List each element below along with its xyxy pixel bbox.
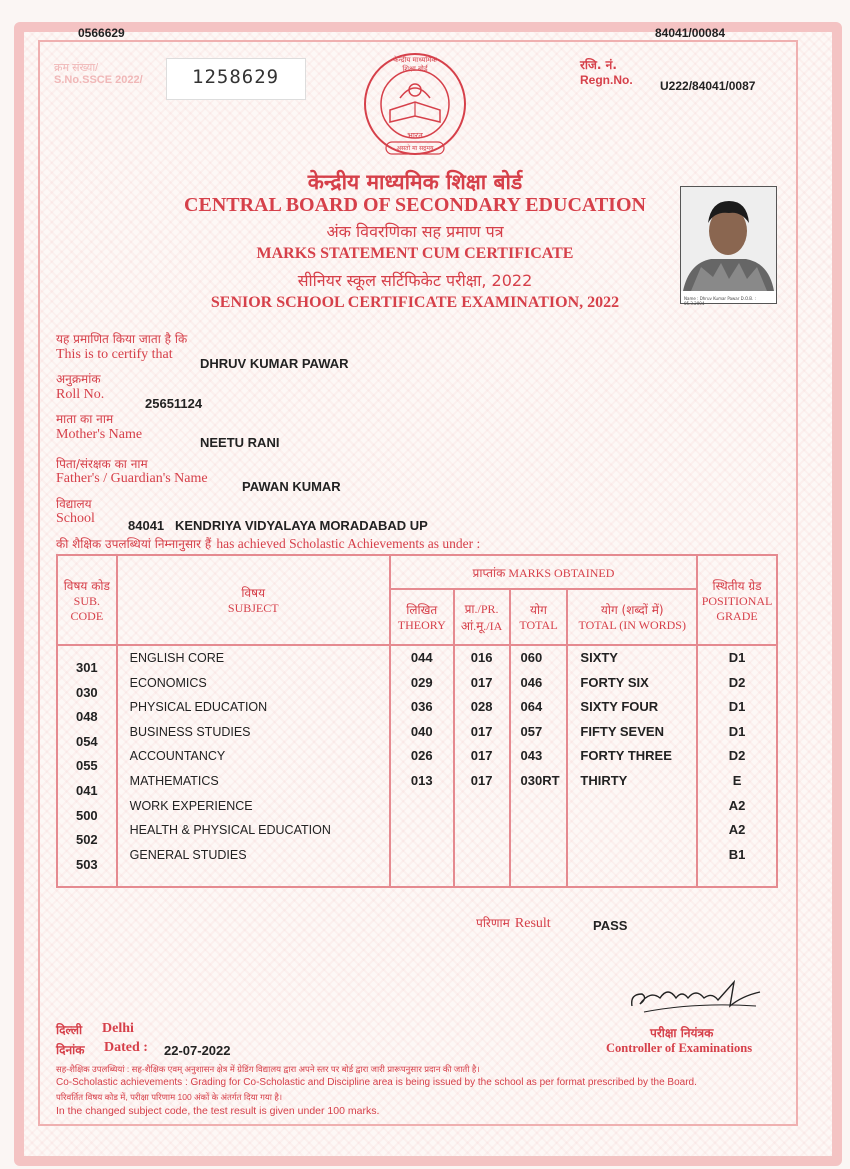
- positional-grade: E: [732, 772, 742, 788]
- total-in-words: SIXTY FOUR: [580, 699, 659, 715]
- col-header-code: [57, 555, 117, 645]
- theory-marks: 044: [410, 650, 433, 665]
- sno-label: S.No.SSCE 2022/: [54, 74, 143, 86]
- result-label-hindi: परिणाम: [476, 916, 510, 930]
- col-header-grade-eng2: GRADE: [716, 608, 758, 623]
- theory-marks: 026: [410, 748, 433, 764]
- grades-column: [697, 645, 777, 887]
- practical-marks: [455, 843, 509, 868]
- top-serial-right: 84041/00084: [655, 26, 726, 40]
- emblem-motto: असतो मा सद्गमय: [396, 145, 434, 152]
- board-title-hindi: केन्द्रीय माध्यमिक शिक्षा बोर्ड: [307, 170, 523, 194]
- father-name: PAWAN KUMAR: [242, 479, 341, 494]
- theory-marks: 013: [410, 772, 433, 788]
- total-in-words: FORTY THREE: [580, 748, 672, 764]
- total-column: [510, 645, 568, 887]
- total-in-words: [580, 843, 696, 868]
- col-header-words-hindi: योग (शब्दों में): [600, 603, 664, 617]
- theory-marks: [391, 794, 453, 819]
- col-header-marks-hindi: प्राप्तांक: [472, 565, 506, 580]
- school-label-hindi: विद्यालय: [56, 497, 92, 511]
- total-marks: 057: [520, 723, 543, 739]
- total-in-words: [580, 818, 696, 843]
- subject-code: 502: [75, 832, 98, 848]
- top-serial-left: 0566629: [78, 26, 125, 40]
- col-header-marks-eng: MARKS OBTAINED: [508, 565, 615, 580]
- footnote-changed-code: In the changed subject code, the test result is given under 100 marks.: [56, 1105, 380, 1117]
- col-header-subject-hindi: विषय: [241, 586, 266, 600]
- subject-code: 030: [75, 684, 98, 700]
- practical-marks: 017: [470, 772, 493, 788]
- codes-column: [57, 645, 117, 887]
- exam-title: SENIOR SCHOOL CERTIFICATE EXAMINATION, 2022: [210, 294, 620, 311]
- col-header-practical-1: प्रा./PR.: [464, 602, 499, 616]
- subject-name: MATHEMATICS: [129, 773, 219, 788]
- mother-label: Mother's Name: [56, 427, 143, 442]
- practical-marks: 016: [470, 650, 493, 665]
- col-header-subject-eng: SUBJECT: [227, 601, 279, 615]
- theory-column: [390, 645, 454, 887]
- father-label: Father's / Guardian's Name: [56, 471, 208, 486]
- col-header-theory-eng: THEORY: [397, 618, 446, 632]
- footnote-coscholastic: Co-Scholastic achievements : Grading for Co-Scholastic and Discipline area is being issued by the school as per format prescribed by the Board.: [56, 1077, 697, 1088]
- subject-code: 301: [75, 660, 98, 675]
- roll-label: Roll No.: [56, 387, 105, 402]
- col-header-total: [510, 589, 568, 645]
- total-marks: 043: [520, 748, 543, 764]
- subject-name: BUSINESS STUDIES: [129, 724, 251, 739]
- dated-label-hindi: दिनांक: [56, 1043, 85, 1057]
- positional-grade: D2: [728, 674, 746, 690]
- col-header-theory-hindi: लिखित: [406, 603, 438, 617]
- col-header-subject: [117, 555, 390, 645]
- subject-code: 503: [75, 856, 98, 872]
- subject-name: HEALTH & PHYSICAL EDUCATION: [129, 823, 331, 838]
- footnote-hindi-1: सह-शैक्षिक उपलब्धियां : सह-शैक्षिक एवम् अनुशासन क्षेत्र में ग्रेडिंग विद्यालय द्वारा अपने स्तर पर बोर्ड द्वारा जारी प्रारूपनुसार प्रदान की जाती है।: [56, 1064, 480, 1074]
- col-header-total-hindi: योग: [530, 603, 547, 617]
- dated-label: Dated :: [104, 1040, 148, 1055]
- achievements-intro-eng: has achieved Scholastic Achievements as under :: [216, 536, 481, 551]
- roll-number: 25651124: [145, 396, 203, 411]
- mother-name: NEETU RANI: [200, 435, 280, 450]
- theory-marks: 029: [410, 674, 433, 690]
- total-in-words: SIXTY: [580, 650, 618, 665]
- total-marks: 030RT: [520, 772, 560, 788]
- subject-name: GENERAL STUDIES: [129, 847, 247, 862]
- col-header-code-hindi: विषय कोड: [63, 578, 110, 593]
- total-marks: [521, 843, 567, 868]
- place-hindi: दिल्ली: [56, 1023, 83, 1037]
- certify-label-hindi: यह प्रमाणित किया जाता है कि: [56, 332, 188, 346]
- statement-title-hindi: अंक विवरणिका सह प्रमाण पत्र: [326, 222, 504, 241]
- col-header-practical: [454, 589, 510, 645]
- positional-grade: A2: [728, 797, 746, 813]
- subject-name: WORK EXPERIENCE: [129, 798, 253, 813]
- subject-name: ECONOMICS: [129, 675, 207, 690]
- student-photo: [680, 186, 777, 304]
- achievements-intro: [56, 533, 480, 552]
- theory-marks: [391, 843, 453, 868]
- subject-code: 054: [75, 733, 98, 749]
- practical-marks: 017: [470, 748, 493, 764]
- emblem-text-mid: भारत: [407, 131, 423, 140]
- subject-name: ENGLISH CORE: [129, 651, 225, 665]
- total-marks: 046: [520, 674, 543, 690]
- subject-code: 055: [75, 758, 98, 774]
- mother-label-hindi: माता का नाम: [56, 412, 114, 426]
- regn-label: Regn.No.: [580, 73, 633, 87]
- positional-grade: D1: [728, 650, 746, 665]
- col-header-theory: [390, 589, 454, 645]
- positional-grade: D1: [728, 723, 746, 739]
- marks-table: [56, 554, 778, 888]
- board-title: CENTRAL BOARD OF SECONDARY EDUCATION: [184, 194, 646, 216]
- subject-code: 048: [75, 709, 98, 725]
- total-in-words: FORTY SIX: [580, 674, 649, 690]
- col-header-code-eng2: CODE: [70, 608, 104, 623]
- practical-column: [454, 645, 510, 887]
- theory-marks: 036: [410, 699, 433, 715]
- student-photo-image: [681, 187, 776, 291]
- result-label: [476, 912, 551, 932]
- result-value: PASS: [593, 918, 628, 933]
- achievements-intro-hindi: की शैक्षिक उपलब्धियां निम्नानुसार हैं: [56, 537, 212, 551]
- marks-body: [57, 645, 777, 887]
- sno-label-hindi: क्रम संख्या/: [54, 62, 99, 74]
- col-header-total-eng: TOTAL: [519, 618, 558, 632]
- subject-code: 041: [75, 782, 98, 798]
- col-header-grade-hindi: स्थितीय ग्रेड: [712, 578, 762, 593]
- school-name: 84041 KENDRIYA VIDYALAYA MORADABAD UP: [128, 518, 428, 533]
- sno-value: 1258629: [192, 66, 280, 88]
- col-header-practical-2: आं.मू./IA: [460, 619, 503, 633]
- controller-title: Controller of Examinations: [606, 1041, 753, 1055]
- words-column: [567, 645, 697, 887]
- practical-marks: 028: [470, 699, 493, 715]
- father-label-hindi: पिता/संरक्षक का नाम: [56, 457, 148, 471]
- positional-grade: A2: [728, 822, 746, 838]
- subject-code: 500: [75, 807, 98, 823]
- total-in-words: [580, 794, 696, 819]
- statement-title: MARKS STATEMENT CUM CERTIFICATE: [256, 245, 574, 262]
- col-header-words-eng: TOTAL (IN WORDS): [578, 618, 686, 632]
- school-label: School: [56, 511, 95, 526]
- col-header-words: [567, 589, 697, 645]
- practical-marks: 017: [470, 674, 493, 690]
- subject-name: ACCOUNTANCY: [129, 749, 226, 764]
- total-marks: [521, 818, 567, 843]
- positional-grade: B1: [728, 846, 746, 862]
- total-marks: 060: [520, 650, 543, 665]
- issue-date: 22-07-2022: [164, 1043, 231, 1058]
- practical-marks: 017: [470, 723, 493, 739]
- subject-name: PHYSICAL EDUCATION: [129, 700, 268, 715]
- theory-marks: [391, 818, 453, 843]
- place: Delhi: [102, 1021, 134, 1036]
- roll-label-hindi: अनुक्रमांक: [56, 372, 101, 386]
- total-marks: [521, 794, 567, 819]
- practical-marks: [455, 794, 509, 819]
- photo-caption: Name : Dhruv Kumar Pawar D.O.B. : 05.3.2004: [684, 296, 756, 306]
- col-header-grade-eng1: POSITIONAL: [701, 593, 773, 608]
- total-in-words: THIRTY: [580, 772, 628, 788]
- footnote-hindi-2: परिवर्तित विषय कोड में, परीक्षा परिणाम 100 अंकों के अंतर्गत दिया गया है।: [56, 1092, 283, 1102]
- exam-title-hindi: सीनियर स्कूल सर्टिफिकेट परीक्षा, 2022: [297, 271, 533, 290]
- total-in-words: FIFTY SEVEN: [580, 723, 664, 739]
- positional-grade: D2: [728, 748, 746, 764]
- student-name: DHRUV KUMAR PAWAR: [200, 356, 349, 371]
- col-header-marks: [390, 555, 697, 589]
- controller-title-hindi: परीक्षा नियंत्रक: [650, 1026, 714, 1040]
- result-label-eng: Result: [514, 916, 551, 931]
- col-header-grade: [697, 555, 777, 645]
- positional-grade: D1: [728, 699, 746, 715]
- subjects-column: [117, 645, 390, 887]
- certify-label: This is to certify that: [56, 347, 173, 362]
- col-header-code-eng1: SUB.: [73, 593, 100, 608]
- theory-marks: 040: [410, 723, 433, 739]
- regn-value: U222/84041/0087: [660, 79, 756, 93]
- regn-label-hindi: रजि. नं.: [580, 58, 617, 72]
- controller-signature-icon: [626, 976, 766, 1020]
- practical-marks: [455, 818, 509, 843]
- total-marks: 064: [520, 699, 543, 715]
- emblem-text-top: केन्द्रीय माध्यमिक शिक्षा बोर्ड: [393, 56, 437, 73]
